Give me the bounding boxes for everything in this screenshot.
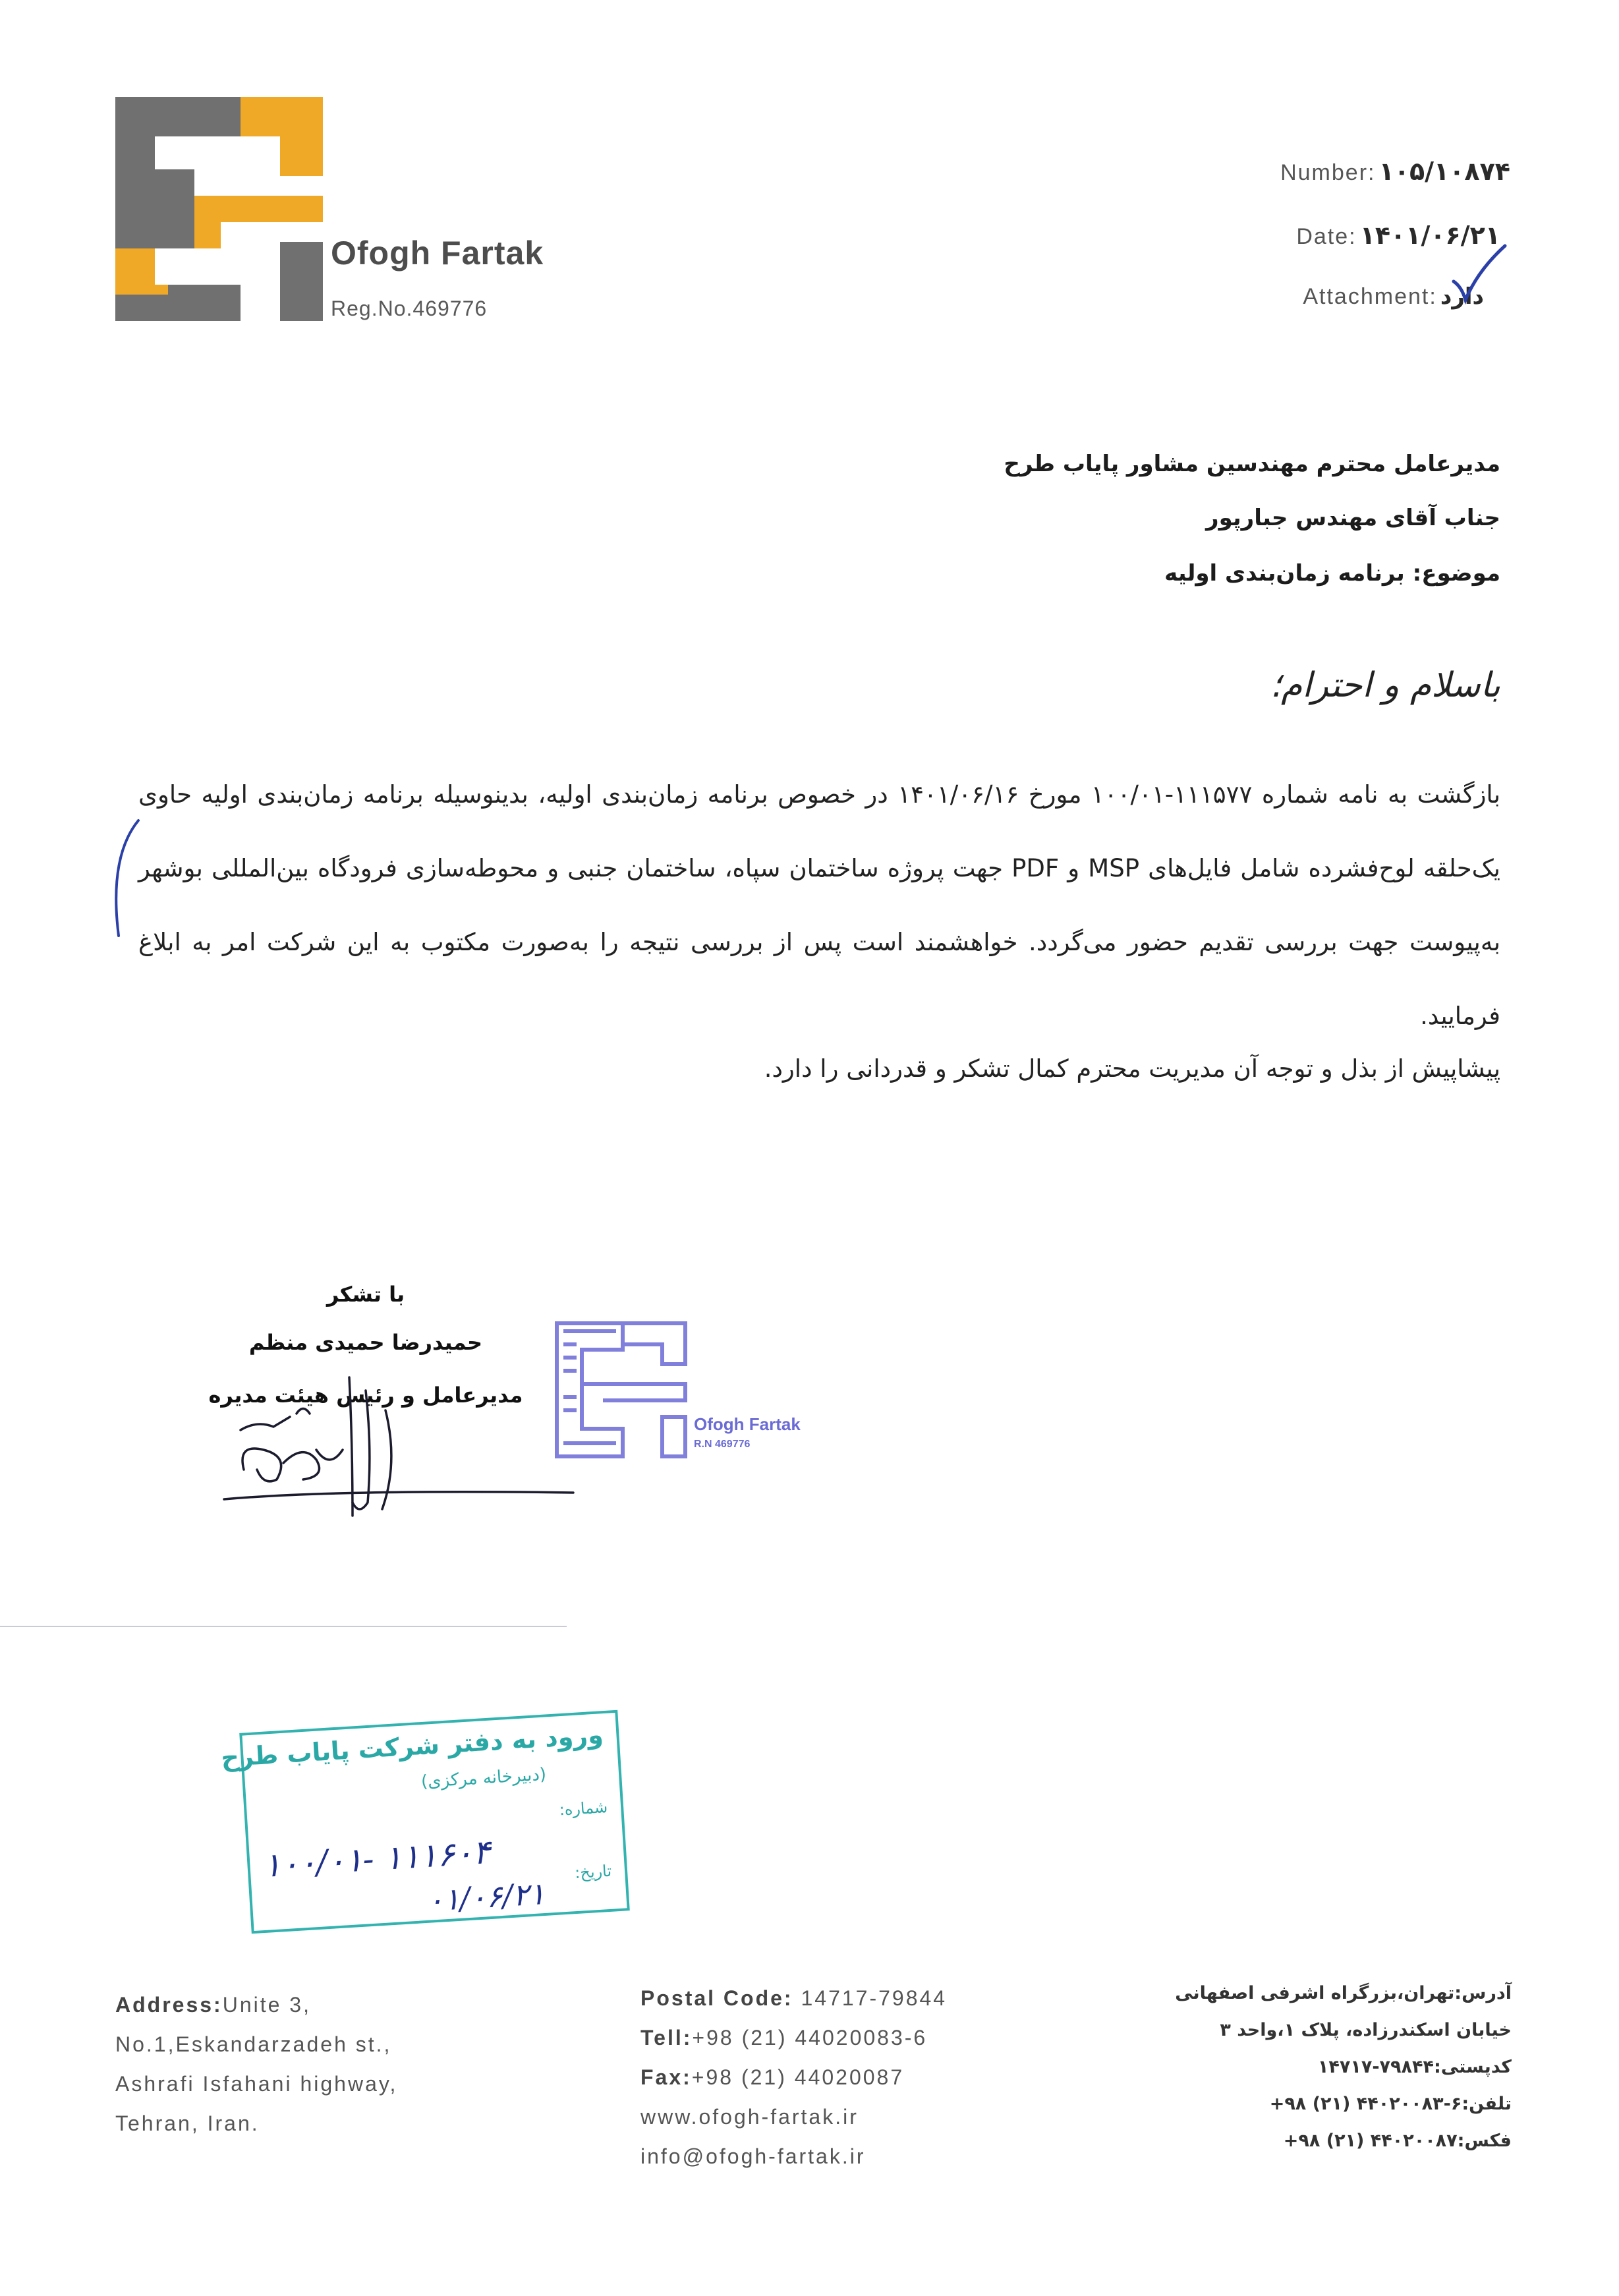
postal-value: 14717-79844 (801, 1986, 948, 2010)
company-name: Ofogh Fartak (331, 235, 544, 272)
check-mark-icon (1448, 241, 1508, 306)
footer-address-en (115, 1985, 397, 2143)
closing-line: پیشاپیش از بذل و توجه آن مدیریت محترم کمال تشکر و قدردانی را دارد. (764, 1054, 1500, 1083)
address-line-2: No.1,Eskandarzadeh st., (115, 2032, 392, 2056)
number-label: Number: (1280, 160, 1376, 185)
company-registration-number: Reg.No.469776 (331, 297, 488, 320)
divider-line (0, 1626, 567, 1627)
letter-number-row (1280, 157, 1510, 186)
attachment-value: دارد (1440, 283, 1484, 310)
fa-fax-line: فکس:۴۴۰۲۰۰۸۷ (۲۱) ۹۸+ (1283, 2131, 1512, 2151)
received-stamp-title: ورود به دفتر شرکت پایاب طرح (220, 1720, 604, 1773)
email-link[interactable]: info@ofogh-fartak.ir (640, 2144, 866, 2168)
postal-label: Postal Code: (640, 1986, 793, 2010)
date-label: Date: (1296, 224, 1357, 249)
handwritten-signature (217, 1351, 580, 1542)
number-value: ۱۰۵/۱۰۸۷۴ (1378, 157, 1510, 186)
signatory-name: حمیدرضا حمیدی منظم (248, 1330, 483, 1355)
letter-body: بازگشت به نامه شماره ۱۱۱۵۷۷-۱۰۰/۰۱ مورخ ۱۴۰۱/۰۶/۱۶ در خصوص برنامه زمان‌بندی اولیه، بدینوسیله برنامه زمان‌بندی اولیه حاوی یک‌حلقه لوح‌فشرده شامل فایل‌های MSP و PDF جهت پروژه ساختمان سپاه، ساختمان جنبی و محوطه‌سازی فرودگاه بین‌المللی بوشهر به‌پیوست جهت بررسی تقدیم حضور می‌گردد. خواهشمند است پس از بررسی نتیجه را به‌صورت مکتوب به این شرکت امر به ابلاغ فرمایید. (138, 780, 1501, 1030)
fa-address-line-1: آدرس:تهران،بزرگراه اشرفی اصفهانی (1175, 1983, 1512, 2003)
received-stamp-subtitle: (دبیرخانه مرکزی) (420, 1764, 547, 1793)
company-stamp-reg: R.N 469776 (694, 1439, 751, 1450)
received-stamp (220, 1710, 630, 1934)
fax-value: +98 (21) 44020087 (691, 2065, 905, 2089)
company-logo (115, 97, 323, 321)
received-date-label: تاریخ: (574, 1861, 612, 1883)
fa-tel-line: تلفن:۶-۴۴۰۲۰۰۸۳ (۲۱) ۹۸+ (1269, 2094, 1512, 2114)
address-line-1: Unite 3, (222, 1993, 311, 2017)
fax-label: Fax: (640, 2065, 692, 2089)
greeting: باسلام و احترام؛ (1270, 666, 1500, 705)
company-stamp-name: Ofogh Fartak (694, 1414, 801, 1434)
fa-address-line-2: خیابان اسکندرزاده، پلاک ۱،واحد ۳ (1220, 2020, 1512, 2040)
date-value: ۱۴۰۱/۰۶/۲۱ (1359, 221, 1500, 250)
address-line-3: Ashrafi Isfahani highway, (115, 2072, 398, 2096)
recipient-line: مدیرعامل محترم مهندسین مشاور پایاب طرح (1004, 451, 1500, 477)
received-number-label: شماره: (558, 1797, 608, 1820)
signature-thanks: با تشکر (326, 1282, 405, 1307)
received-date-value: ۰۱/۰۶/۲۱ (426, 1876, 546, 1918)
fa-postal-line: کدپستی:۷۹۸۴۴-۱۴۷۱۷ (1317, 2057, 1512, 2077)
salutation-line: جناب آقای مهندس جبارپور (1206, 505, 1500, 531)
website-link[interactable]: www.ofogh-fartak.ir (640, 2105, 859, 2129)
subject-line: موضوع: برنامه زمان‌بندی اولیه (1164, 560, 1500, 587)
address-label: Address: (115, 1993, 223, 2017)
signatory-title: مدیرعامل و رئیس هیئت مدیره (208, 1383, 523, 1408)
footer-contact (640, 1978, 947, 2176)
attachment-label: Attachment: (1303, 284, 1437, 309)
company-stamp (550, 1318, 834, 1470)
footer-address-fa (1175, 1975, 1512, 2160)
address-line-4: Tehran, Iran. (115, 2111, 260, 2135)
tel-value: +98 (21) 44020083-6 (692, 2026, 928, 2050)
tel-label: Tell: (640, 2026, 693, 2050)
received-number-value: ۱۰۰/۰۱- ۱۱۱۶۰۴ (262, 1832, 492, 1885)
